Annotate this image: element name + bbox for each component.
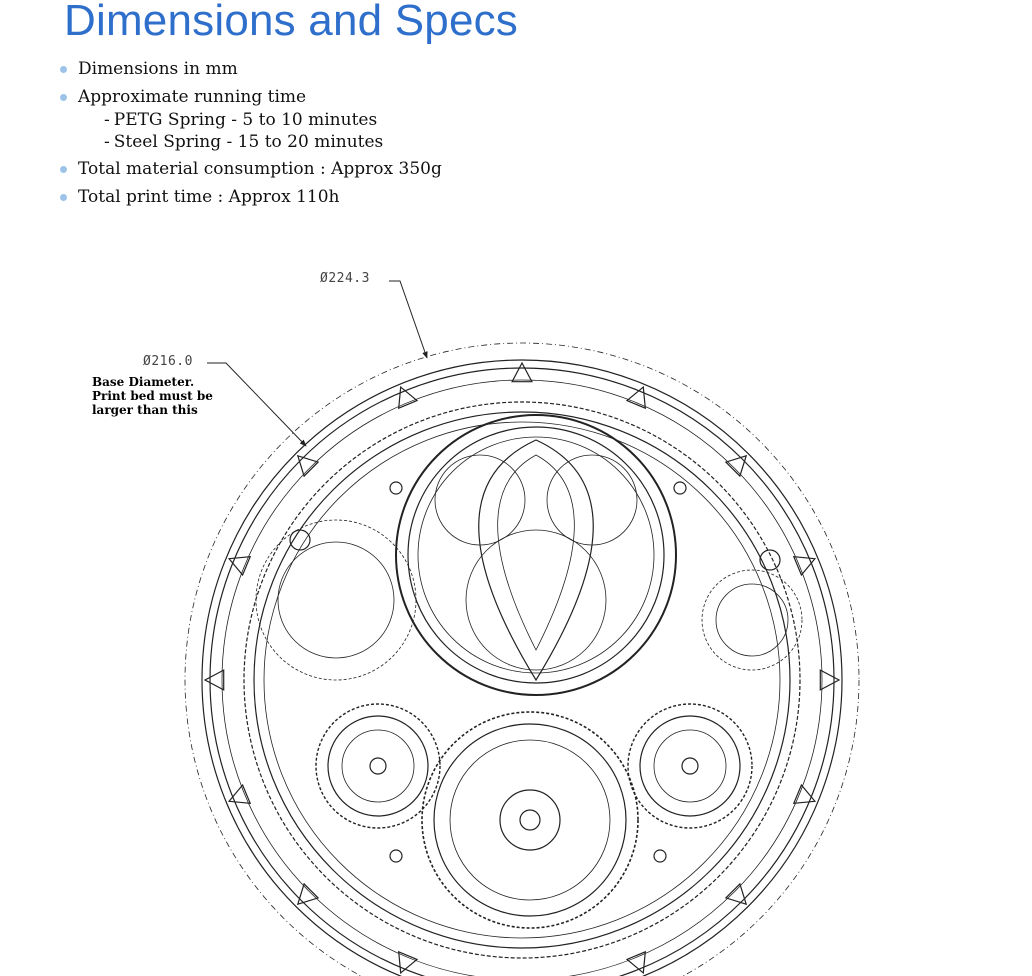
bullet-text: Dimensions in mm <box>78 59 238 79</box>
sub-item-text: PETG Spring - 5 to 10 minutes <box>113 110 378 130</box>
outer-ring <box>222 380 822 976</box>
bezel-tab <box>726 884 746 904</box>
pivot <box>760 550 780 570</box>
sub-item-text: Steel Spring - 15 to 20 minutes <box>113 132 384 152</box>
dial-circle <box>435 455 525 545</box>
left-mid-gear <box>278 542 394 658</box>
bullet-text: Total print time : Approx 110h <box>78 187 340 207</box>
base-dim-leader <box>207 363 306 446</box>
dial-circle <box>466 530 606 670</box>
dial-top <box>396 415 676 695</box>
bezel-tab <box>298 456 318 476</box>
bezel-tab <box>512 363 532 382</box>
gear-teeth-ring <box>244 402 800 958</box>
note-line: Base Diameter. <box>92 375 195 389</box>
center-gear <box>500 790 560 850</box>
note-line: larger than this <box>92 403 198 417</box>
pivot <box>390 850 402 862</box>
bullet-text: Approximate running time <box>78 87 307 107</box>
pivot <box>654 850 666 862</box>
hand-shape <box>498 455 575 650</box>
left-gear <box>370 758 386 774</box>
bezel-tab <box>205 670 224 690</box>
center-gear <box>434 724 626 916</box>
base-diameter-label: Ø216.0 <box>143 354 193 369</box>
hand-shape <box>479 440 593 680</box>
bezel-tab <box>298 884 318 904</box>
right-gear <box>628 704 752 828</box>
center-gear <box>450 740 610 900</box>
left-gear <box>316 704 440 828</box>
left-gear <box>328 716 428 816</box>
right-mid-gear <box>716 584 788 656</box>
bezel-tab <box>726 456 746 476</box>
right-gear <box>640 716 740 816</box>
dial-circle <box>547 455 637 545</box>
right-gear <box>682 758 698 774</box>
outer-ring <box>202 360 842 976</box>
sub-item: - Steel Spring - 15 to 20 minutes <box>104 132 384 152</box>
inner-ring <box>264 422 780 938</box>
outer-dim-leader <box>389 281 427 358</box>
pivot <box>674 482 686 494</box>
left-gear <box>342 730 414 802</box>
dial-top <box>408 427 664 683</box>
note-line: Print bed must be <box>92 389 213 403</box>
center-gear <box>422 712 638 928</box>
right-mid-gear <box>702 570 802 670</box>
dial-top <box>418 437 654 673</box>
outer-diameter-label: Ø224.3 <box>320 271 370 286</box>
pivot <box>390 482 402 494</box>
bezel-tab <box>820 670 839 690</box>
bullet-text: Total material consumption : Approx 350g <box>78 159 442 179</box>
page-title: Dimensions and Specs <box>64 0 519 45</box>
center-gear <box>520 810 540 830</box>
sub-item: - PETG Spring - 5 to 10 minutes <box>104 110 378 130</box>
right-gear <box>654 730 726 802</box>
